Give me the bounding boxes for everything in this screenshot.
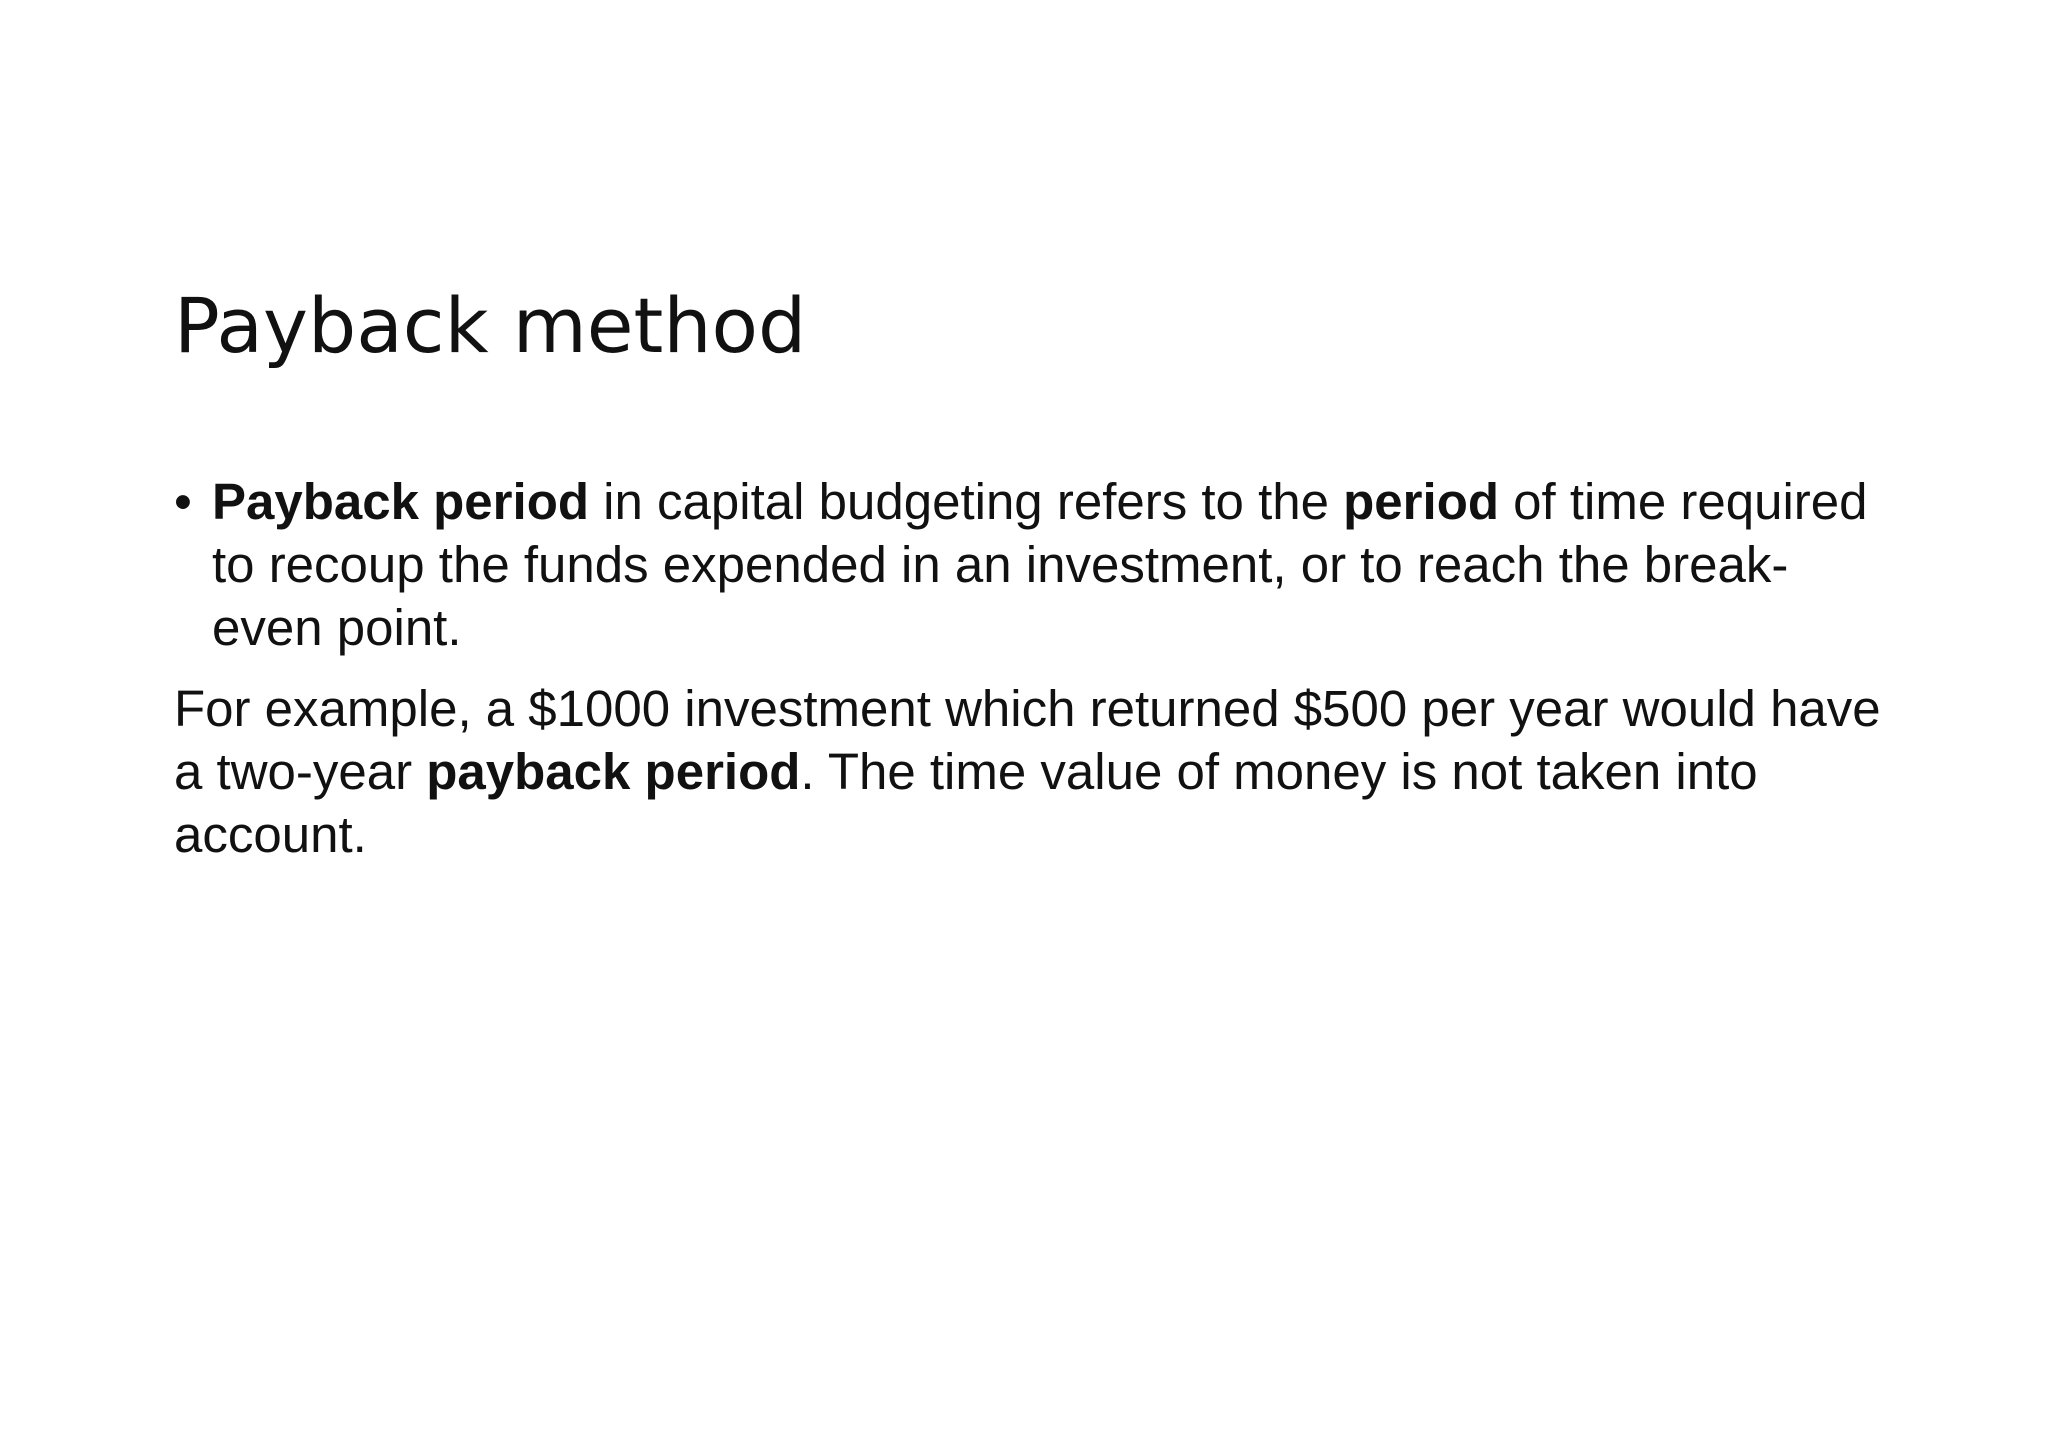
slide-title: Payback method <box>174 281 807 370</box>
term-period: period <box>1343 473 1499 530</box>
bullet-text-part: in capital budgeting refers to the <box>589 473 1344 530</box>
bullet-text-part: of time required to recoup the funds expended in an investment, or to reach the break-even point. <box>212 473 1868 656</box>
example-text-part: . The time value of money is not taken into account. <box>174 743 1758 863</box>
bullet-icon: • <box>174 473 192 530</box>
bullet-item <box>174 470 1894 659</box>
example-text-part: For example, a $1000 investment which returned $500 per year would have a two-year <box>174 680 1881 800</box>
term-payback-period: Payback period <box>212 473 589 530</box>
example-paragraph <box>174 677 1894 866</box>
slide-body <box>174 470 1894 866</box>
term-payback-period: payback period <box>426 743 801 800</box>
